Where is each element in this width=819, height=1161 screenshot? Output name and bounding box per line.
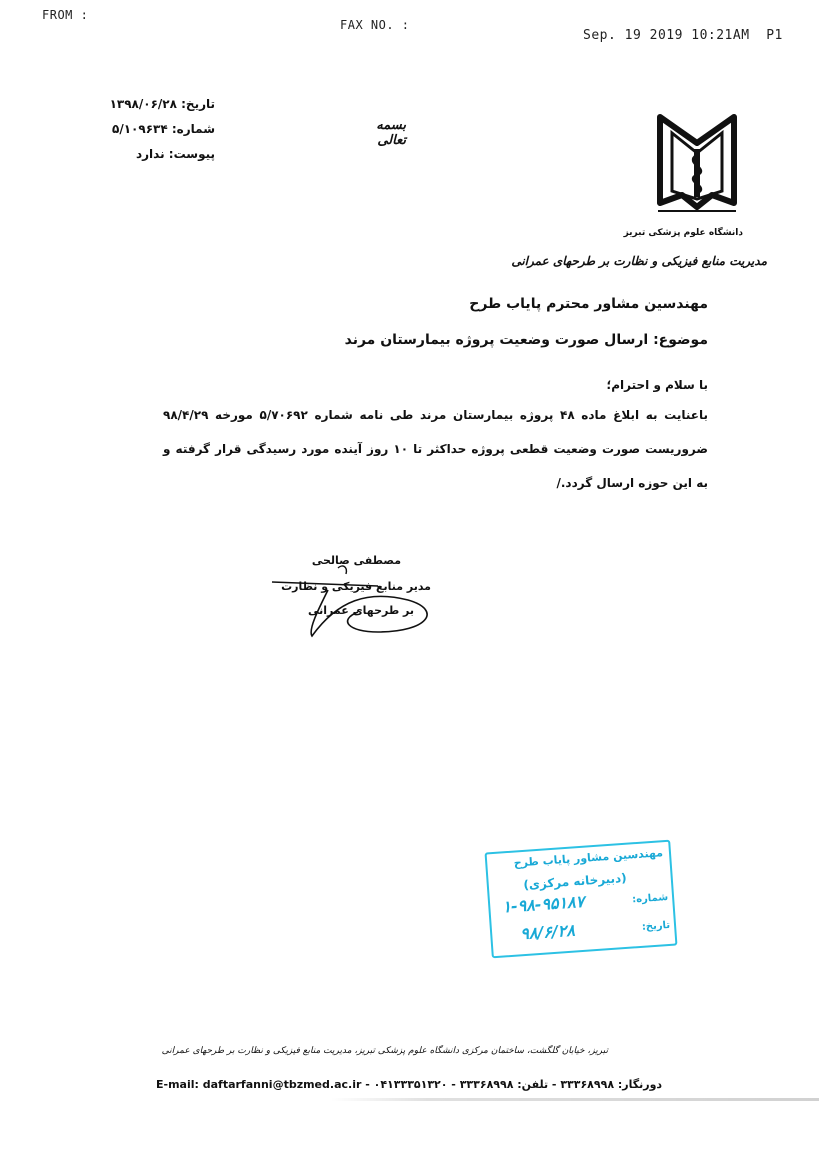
- logo-caption-university: دانشگاه علوم پزشکی تبریز: [623, 228, 743, 238]
- fax-date-time: Sep. 19 2019 10:21AM: [583, 28, 750, 43]
- footer-address: تبریز، خیابان گلگشت، ساختمان مرکزی دانشگاه علوم پزشکی تبریز، مدیریت منابع فیزیکی و نظارت بر طرحهای عمرانی: [161, 1046, 608, 1056]
- footer-contact: [156, 1078, 663, 1091]
- letter-recipient: مهندسین مشاور محترم پایاب طرح: [469, 296, 708, 312]
- fax-timestamp: [583, 28, 783, 43]
- signatory-name: مصطفی صالحی: [311, 554, 401, 567]
- fax-page: P1: [766, 28, 783, 43]
- signatory-title: مدیر منابع فیزیکی و نظارت: [281, 580, 431, 593]
- stamp-number-label: شماره:: [631, 891, 669, 906]
- university-emblem-icon: [652, 103, 742, 215]
- stamp-date-value: ۹۸/۶/۲۸: [519, 920, 576, 944]
- stamp-number-value: ۱-۹۸-۹۵۱۸۷: [501, 891, 585, 917]
- bismillah-heading: بسمه تعالی: [376, 118, 406, 148]
- handwritten-signature-icon: [268, 560, 438, 640]
- fax-from-label: FROM :: [42, 8, 89, 22]
- received-stamp: [485, 840, 678, 959]
- letter-number: شماره: ۵/۱۰۹۶۳۴: [112, 122, 215, 136]
- letter-date: تاریخ: ۱۳۹۸/۰۶/۲۸: [109, 97, 215, 111]
- footer-phones: - ۰۴۱۳۳۳۵۱۳۲۰ - دورنگار: ۳۳۳۶۸۹۹۸ - تلفن: ۳۳۳۶۸۹۹۸: [365, 1078, 663, 1091]
- letter-body: باعنایت به ابلاغ ماده ۴۸ پروژه بیمارستان مرند طی نامه شماره ۵/۷۰۶۹۲ مورخه ۹۸/۴/۲۹ ضروریست صورت وضعیت قطعی پروژه حداکثر تا ۱۰ روز آینده مورد رسیدگی قرار گرفته و به این حوزه ارسال گردد./: [163, 408, 708, 490]
- letter-subject: موضوع: ارسال صورت وضعیت پروژه بیمارستان مرند: [344, 332, 708, 348]
- fax-number-label: FAX NO. :: [340, 18, 410, 32]
- letter-greeting: با سلام و احترام؛: [606, 378, 708, 392]
- scan-artifact-line: [330, 1098, 819, 1101]
- stamp-date-label: تاریخ:: [641, 919, 671, 933]
- signatory-title-continued: بر طرحهای عمرانی: [308, 604, 414, 617]
- stamp-company-name: مهندسین مشاور پایاب طرح: [513, 846, 664, 870]
- stamp-office-name: (دبیرخانه مرکزی): [522, 870, 628, 892]
- letter-attachment: پیوست: ندارد: [135, 147, 215, 161]
- logo-caption-department: مدیریت منابع فیزیکی و نظارت بر طرحهای عمرانی: [511, 254, 767, 268]
- footer-email: E-mail: daftarfanni@tbzmed.ac.ir: [156, 1078, 362, 1091]
